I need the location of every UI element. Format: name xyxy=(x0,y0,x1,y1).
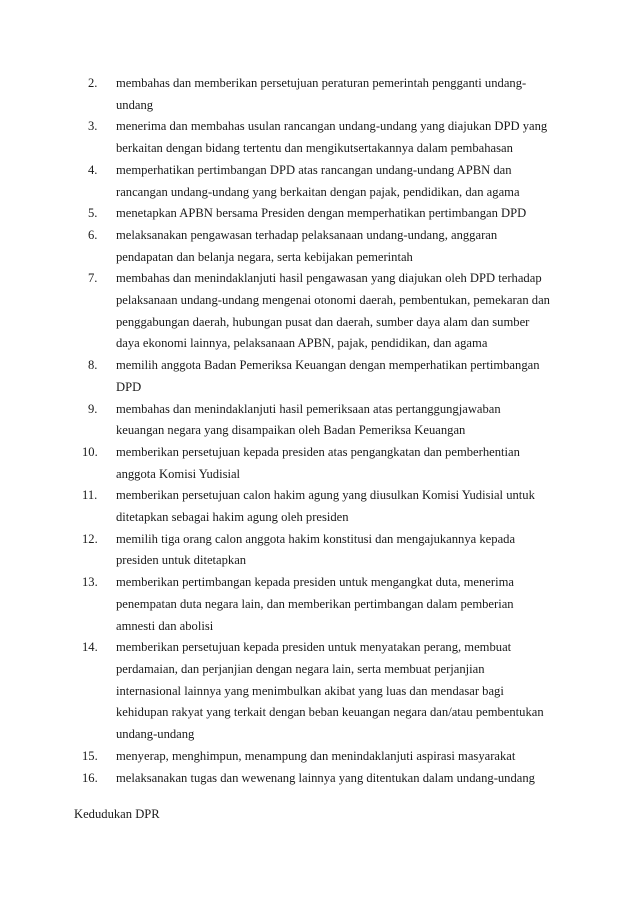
list-item-text-line: undang xyxy=(116,97,154,112)
list-item-text-line: menyerap, menghimpun, menampung dan menindaklanjuti aspirasi masyarakat xyxy=(116,748,516,763)
list-item-text-line: memilih tiga orang calon anggota hakim konstitusi dan mengajukannya kepada xyxy=(116,531,516,546)
list-item-text-line: pendapatan dan belanja negara, serta kebijakan pemerintah xyxy=(116,249,413,264)
list-item-text-line: membahas dan menindaklanjuti hasil pemeriksaan atas pertanggungjawaban xyxy=(116,401,501,416)
list-item-text-line: pelaksanaan undang-undang mengenai otonomi daerah, pembentukan, pemekaran dan xyxy=(116,293,550,308)
list-item-text-line: presiden untuk ditetapkan xyxy=(116,553,247,568)
list-item-number: 11. xyxy=(82,488,98,503)
list-item xyxy=(0,746,561,768)
list-item xyxy=(0,160,561,203)
list-item-number: 8. xyxy=(88,358,98,373)
list-item-text-line: anggota Komisi Yudisial xyxy=(116,466,241,481)
list-item-text-line: memperhatikan pertimbangan DPD atas rancangan undang-undang APBN dan xyxy=(116,162,512,177)
list-item-text-line: amnesti dan abolisi xyxy=(116,618,214,633)
list-item-text-line: membahas dan memberikan persetujuan peraturan pemerintah pengganti undang- xyxy=(116,76,527,90)
list-item-number: 2. xyxy=(88,76,98,90)
list-item xyxy=(0,768,561,790)
list-item-number: 14. xyxy=(82,640,98,655)
list-item-text-line: memberikan persetujuan kepada presiden untuk menyatakan perang, membuat xyxy=(116,640,512,655)
list-item xyxy=(0,637,561,746)
list-item-text-line: daya ekonomi lainnya, pelaksanaan APBN, pajak, pendidikan, dan agama xyxy=(116,336,488,351)
list-item-number: 12. xyxy=(82,531,98,546)
section-heading: Kedudukan DPR xyxy=(74,807,160,821)
list-item-text-line: undang-undang xyxy=(116,727,195,742)
list-item-number: 10. xyxy=(82,444,98,459)
list-item xyxy=(0,399,561,442)
list-item xyxy=(0,225,561,268)
list-item-text-line: kehidupan rakyat yang terkait dengan beban keuangan negara dan/atau pembentukan xyxy=(116,705,544,720)
list-item-number: 4. xyxy=(88,162,98,177)
list-item-text-line: membahas dan menindaklanjuti hasil pengawasan yang diajukan oleh DPD terhadap xyxy=(116,271,542,286)
list-item-text-line: rancangan undang-undang yang berkaitan dengan pajak, pendidikan, dan agama xyxy=(116,184,520,199)
list-item-number: 13. xyxy=(82,575,98,590)
list-item xyxy=(0,116,561,159)
list-item-number: 9. xyxy=(88,401,98,416)
list-item-number: 16. xyxy=(82,770,98,785)
list-item xyxy=(0,355,561,398)
list-item xyxy=(0,268,561,355)
list-item-text-line: DPD xyxy=(116,379,142,394)
list-item-number: 6. xyxy=(88,227,98,242)
list-item xyxy=(0,529,561,572)
list-item-text-line: melaksanakan tugas dan wewenang lainnya yang ditentukan dalam undang-undang xyxy=(116,770,535,785)
list-item-number: 5. xyxy=(88,206,98,221)
list-item-number: 15. xyxy=(82,748,98,763)
list-item xyxy=(0,485,561,528)
list-item-number: 7. xyxy=(88,271,98,286)
list-item-text-line: ditetapkan sebagai hakim agung oleh presiden xyxy=(116,510,349,525)
list-item-text-line: memilih anggota Badan Pemeriksa Keuangan dengan memperhatikan pertimbangan xyxy=(116,358,540,373)
list-item-text-line: perdamaian, dan perjanjian dengan negara lain, serta membuat perjanjian xyxy=(116,661,485,676)
list-item xyxy=(0,73,561,116)
list-item-text-line: menerima dan membahas usulan rancangan undang-undang yang diajukan DPD yang xyxy=(116,119,548,134)
list-item xyxy=(0,203,561,225)
list-item-text-line: internasional lainnya yang menimbulkan akibat yang luas dan mendasar bagi xyxy=(116,683,504,698)
numbered-list xyxy=(0,73,638,789)
list-item xyxy=(0,442,561,485)
list-item-text-line: memberikan pertimbangan kepada presiden untuk mengangkat duta, menerima xyxy=(116,575,514,590)
list-item-number: 3. xyxy=(88,119,98,134)
list-item-text-line: penggabungan daerah, hubungan pusat dan daerah, sumber daya alam dan sumber xyxy=(116,314,530,329)
list-item-text-line: memberikan persetujuan calon hakim agung yang diusulkan Komisi Yudisial untuk xyxy=(116,488,535,503)
list-item-text-line: melaksanakan pengawasan terhadap pelaksanaan undang-undang, anggaran xyxy=(116,227,498,242)
list-item-text-line: berkaitan dengan bidang tertentu dan mengikutsertakannya dalam pembahasan xyxy=(116,141,513,156)
list-item-text-line: keuangan negara yang disampaikan oleh Badan Pemeriksa Keuangan xyxy=(116,423,466,438)
list-item-text-line: penempatan duta negara lain, dan memberikan pertimbangan dalam pemberian xyxy=(116,596,514,611)
list-item-text-line: memberikan persetujuan kepada presiden atas pengangkatan dan pemberhentian xyxy=(116,444,520,459)
list-item-text-line: menetapkan APBN bersama Presiden dengan memperhatikan pertimbangan DPD xyxy=(116,206,527,221)
list-item xyxy=(0,572,561,637)
